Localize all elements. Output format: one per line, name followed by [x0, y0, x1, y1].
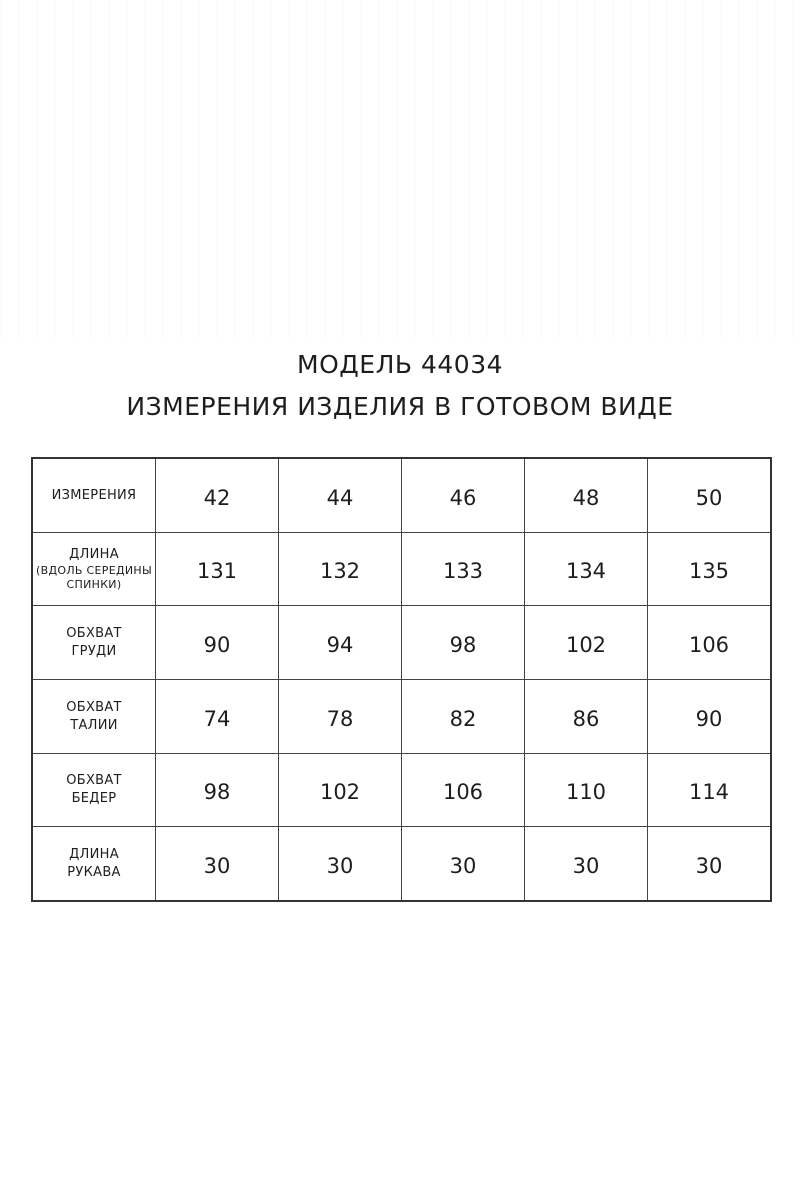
row-label-line: БЕДЕР	[71, 791, 117, 806]
cell-value: 30	[326, 853, 354, 878]
size-cell	[648, 458, 772, 533]
row-label-note: (ВДОЛЬ СЕРЕДИНЫ	[36, 564, 152, 577]
cell-value: 131	[196, 559, 238, 583]
value-cell	[402, 606, 525, 680]
table-row	[32, 680, 771, 754]
value-cell	[525, 827, 648, 902]
row-label-line: ДЛИНА	[69, 846, 119, 862]
cell-value: 110	[565, 780, 607, 804]
row-label-line: РУКАВА	[67, 864, 121, 880]
value-cell	[402, 754, 525, 827]
faded-background-texture	[0, 0, 800, 340]
value-cell	[525, 533, 648, 606]
size-cell	[156, 458, 279, 533]
row-label-waist	[32, 680, 156, 754]
row-label-length	[32, 533, 156, 606]
cell-value: 134	[565, 559, 607, 583]
size-value: 44	[326, 485, 354, 510]
size-value: 50	[695, 485, 723, 510]
model-title: МОДЕЛЬ 44034	[297, 350, 503, 379]
value-cell	[279, 754, 402, 827]
value-cell	[525, 606, 648, 680]
cell-value: 106	[688, 632, 730, 657]
value-cell	[648, 680, 772, 754]
cell-value: 78	[326, 706, 354, 731]
row-label-line: ТАЛИИ	[70, 717, 118, 733]
size-chart-table	[31, 457, 772, 902]
value-cell	[402, 533, 525, 606]
value-cell	[648, 754, 772, 827]
value-cell	[279, 533, 402, 606]
row-label-line: ОБХВАТ	[66, 773, 122, 788]
value-cell	[525, 680, 648, 754]
cell-value: 82	[449, 706, 477, 731]
cell-value: 86	[572, 706, 600, 731]
value-cell	[402, 827, 525, 902]
row-label-note: СПИНКИ)	[66, 578, 122, 591]
row-label-line: ГРУДИ	[71, 643, 117, 659]
size-cell	[402, 458, 525, 533]
value-cell	[156, 533, 279, 606]
row-label-line: ОБХВАТ	[66, 699, 122, 715]
cell-value: 98	[449, 632, 477, 657]
cell-value: 90	[203, 632, 231, 657]
cell-value: 102	[319, 780, 361, 804]
cell-value: 90	[695, 706, 723, 731]
value-cell	[279, 606, 402, 680]
table-row	[32, 827, 771, 902]
value-cell	[156, 680, 279, 754]
cell-value: 30	[449, 853, 477, 878]
cell-value: 102	[565, 632, 607, 657]
cell-value: 30	[695, 853, 723, 878]
table-row	[32, 606, 771, 680]
cell-value: 106	[442, 780, 484, 804]
cell-value: 133	[442, 559, 484, 583]
table-header-row	[32, 458, 771, 533]
header-label-cell: ИЗМЕРЕНИЯ	[32, 458, 156, 533]
value-cell	[648, 606, 772, 680]
value-cell	[156, 827, 279, 902]
value-cell	[402, 680, 525, 754]
table-row	[32, 754, 771, 827]
row-label-hips	[32, 754, 156, 827]
size-value: 48	[572, 485, 600, 510]
cell-value: 94	[326, 632, 354, 657]
row-label-line: ОБХВАТ	[66, 625, 122, 641]
cell-value: 98	[203, 780, 231, 804]
value-cell	[648, 827, 772, 902]
row-label-sleeve-length	[32, 827, 156, 902]
value-cell	[279, 680, 402, 754]
cell-value: 74	[203, 706, 231, 731]
cell-value: 114	[688, 780, 730, 804]
cell-value: 132	[319, 559, 361, 583]
row-label-chest	[32, 606, 156, 680]
value-cell	[525, 754, 648, 827]
table-row	[32, 533, 771, 606]
measurements-subtitle: ИЗМЕРЕНИЯ ИЗДЕЛИЯ В ГОТОВОМ ВИДЕ	[126, 392, 674, 421]
value-cell	[279, 827, 402, 902]
size-value: 46	[449, 485, 477, 510]
size-cell	[525, 458, 648, 533]
row-label-main: ДЛИНА	[69, 547, 119, 562]
value-cell	[156, 754, 279, 827]
cell-value: 135	[688, 559, 730, 583]
value-cell	[648, 533, 772, 606]
size-value: 42	[203, 485, 231, 510]
size-cell	[279, 458, 402, 533]
cell-value: 30	[572, 853, 600, 878]
value-cell	[156, 606, 279, 680]
cell-value: 30	[203, 853, 231, 878]
